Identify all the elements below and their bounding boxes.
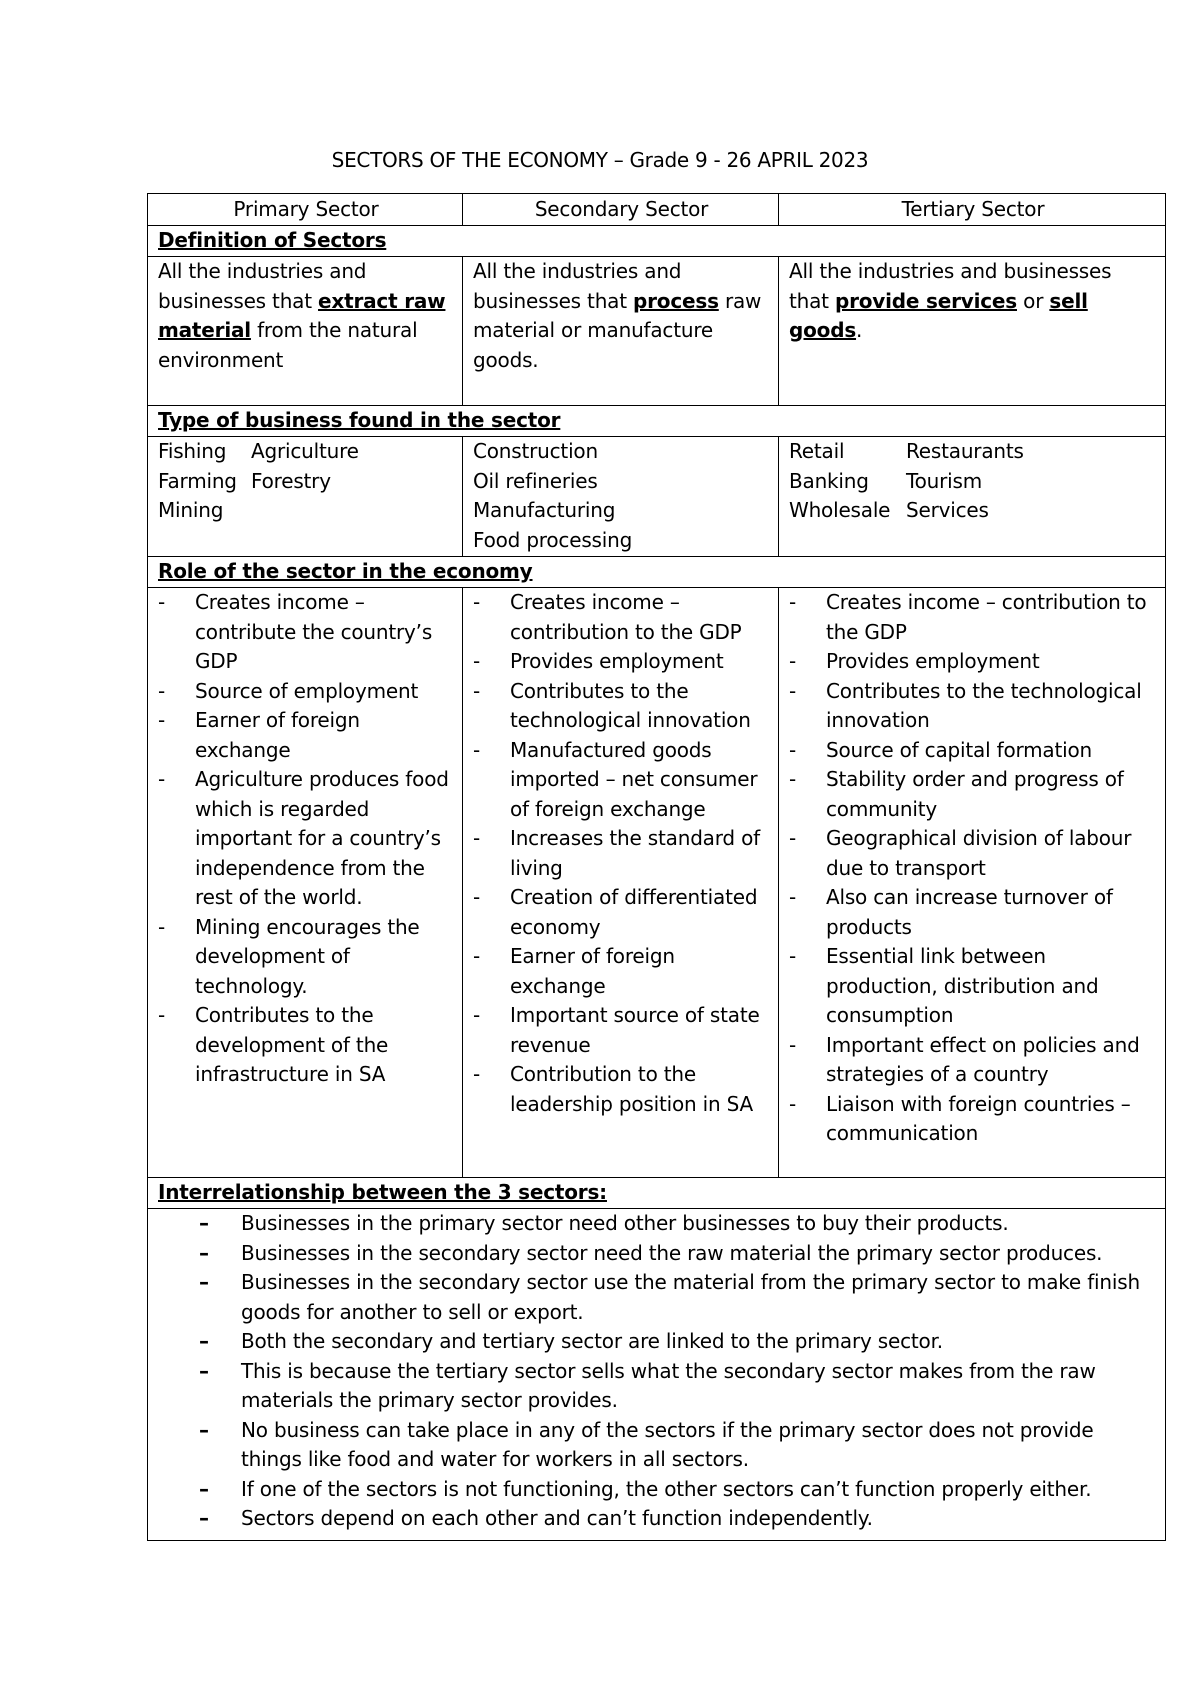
list-item: - Contributes to the technological innovation <box>473 677 770 736</box>
business-type: Retail <box>789 439 845 463</box>
business-type: Tourism <box>906 468 983 493</box>
types-secondary <box>463 437 779 557</box>
business-type: Services <box>906 498 989 522</box>
definition-text: from the natural environment <box>158 318 418 372</box>
business-type: Agriculture <box>251 439 359 463</box>
business-type: Restaurants <box>906 439 1024 463</box>
business-type: Forestry <box>251 468 331 493</box>
list-item: - Creates income – contribution to the GDP <box>789 588 1157 647</box>
list-item: - Creates income – contribute the country’s GDP <box>158 588 454 677</box>
list-item: - Source of employment <box>158 677 454 707</box>
list-item: - Manufactured goods imported – net consumer of foreign exchange <box>473 736 770 825</box>
section-row-types <box>148 406 1166 437</box>
types-tertiary <box>779 437 1166 557</box>
role-row <box>148 588 1166 1178</box>
section-row-definition <box>148 226 1166 257</box>
definition-text: raw material or manufacture goods. <box>473 288 762 372</box>
business-type: Farming <box>158 468 237 493</box>
list-item: – Businesses in the primary sector need other businesses to buy their products. <box>191 1209 1157 1239</box>
list-item: - Mining encourages the development of technology. <box>158 913 454 1002</box>
definition-keyword: provide services <box>834 288 1017 313</box>
list-item: - Earner of foreign exchange <box>473 942 770 1001</box>
list-item: – Businesses in the secondary sector use the material from the primary sector to make finish goods for another to sell or export. <box>191 1268 1157 1327</box>
column-header-row <box>148 194 1166 226</box>
list-item: – Both the secondary and tertiary sector are linked to the primary sector. <box>191 1327 1157 1357</box>
definition-text: . <box>856 318 863 342</box>
list-item: – This is because the tertiary sector sells what the secondary sector makes from the raw materials the primary sector provides. <box>191 1357 1157 1416</box>
list-item: - Provides employment <box>473 647 770 677</box>
list-item: – Businesses in the secondary sector need the raw material the primary sector produces. <box>191 1239 1157 1269</box>
business-type: Manufacturing <box>473 498 616 522</box>
list-item: - Stability order and progress of community <box>789 765 1157 824</box>
definition-keyword: sell goods <box>789 288 1088 342</box>
column-header-primary: Primary Sector <box>148 194 463 226</box>
definition-tertiary <box>779 257 1166 406</box>
section-heading-definition: Definition of Sectors <box>148 226 1166 257</box>
definition-text: or <box>1017 288 1050 313</box>
list-item: - Contributes to the development of the infrastructure in SA <box>158 1001 454 1090</box>
definition-keyword: process <box>633 288 719 313</box>
list-item: – No business can take place in any of the sectors if the primary sector does not provide things like food and water for workers in all sectors. <box>191 1416 1157 1475</box>
definition-text: All the industries and businesses that <box>789 259 1112 313</box>
definition-keyword: extract raw material <box>158 288 446 342</box>
section-row-role <box>148 557 1166 588</box>
list-item: - Important effect on policies and strategies of a country <box>789 1031 1157 1090</box>
interrelationship-row <box>148 1209 1166 1541</box>
role-list-secondary <box>473 588 770 1119</box>
section-heading-types: Type of business found in the sector <box>148 406 1166 437</box>
column-header-secondary: Secondary Sector <box>463 194 779 226</box>
list-item: - Contribution to the leadership position in SA <box>473 1060 770 1119</box>
list-item: - Source of capital formation <box>789 736 1157 766</box>
definition-secondary <box>463 257 779 406</box>
section-heading-interrelationship: Interrelationship between the 3 sectors: <box>148 1178 1166 1209</box>
business-type: Wholesale <box>789 498 891 522</box>
list-item: – Sectors depend on each other and can’t function independently. <box>191 1504 1157 1534</box>
section-heading-role: Role of the sector in the economy <box>148 557 1166 588</box>
role-primary <box>148 588 463 1178</box>
business-type: Banking <box>789 468 869 493</box>
interrelationship-list <box>158 1209 1157 1534</box>
types-row <box>148 437 1166 557</box>
list-item: - Provides employment <box>789 647 1157 677</box>
role-list-primary <box>158 588 454 1090</box>
list-item: - Important source of state revenue <box>473 1001 770 1060</box>
list-item: - Creation of differentiated economy <box>473 883 770 942</box>
business-type: Construction <box>473 439 598 463</box>
list-item: - Essential link between production, distribution and consumption <box>789 942 1157 1031</box>
definition-primary <box>148 257 463 406</box>
definition-text: All the industries and businesses that <box>473 259 682 313</box>
types-primary <box>148 437 463 557</box>
business-type: Fishing <box>158 439 227 463</box>
list-item: - Agriculture produces food which is regarded important for a country’s independence from the rest of the world. <box>158 765 454 913</box>
definition-row <box>148 257 1166 406</box>
role-tertiary <box>779 588 1166 1178</box>
section-row-interrelationship <box>148 1178 1166 1209</box>
list-item: - Earner of foreign exchange <box>158 706 454 765</box>
list-item: - Increases the standard of living <box>473 824 770 883</box>
page-title: SECTORS OF THE ECONOMY – Grade 9 - 26 APRIL 2023 <box>331 148 869 172</box>
business-type: Mining <box>158 498 224 522</box>
role-list-tertiary <box>789 588 1157 1149</box>
column-header-tertiary: Tertiary Sector <box>779 194 1166 226</box>
role-secondary <box>463 588 779 1178</box>
list-item: - Also can increase turnover of products <box>789 883 1157 942</box>
interrelationship-cell <box>148 1209 1166 1541</box>
list-item: - Creates income – contribution to the GDP <box>473 588 770 647</box>
list-item: - Liaison with foreign countries – communication <box>789 1090 1157 1149</box>
business-type: Oil refineries <box>473 468 598 493</box>
list-item: - Contributes to the technological innovation <box>789 677 1157 736</box>
definition-text: All the industries and businesses that <box>158 259 367 313</box>
sectors-table <box>147 193 1166 1541</box>
business-type: Food processing <box>473 527 633 552</box>
list-item: - Geographical division of labour due to transport <box>789 824 1157 883</box>
list-item: – If one of the sectors is not functioning, the other sectors can’t function properly either. <box>191 1475 1157 1505</box>
